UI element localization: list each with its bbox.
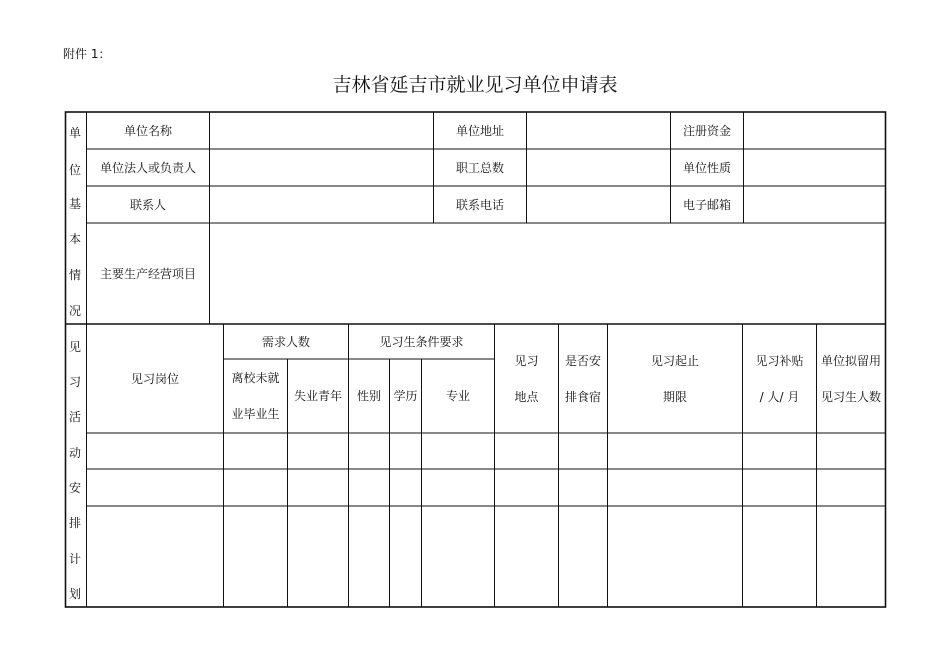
header-gender: 性别 bbox=[356, 389, 381, 403]
registered-capital-field[interactable] bbox=[744, 113, 885, 148]
unit-nature-field[interactable] bbox=[744, 150, 885, 185]
label-phone: 联系电话 bbox=[455, 197, 504, 212]
section-basic-char: 况 bbox=[68, 304, 81, 318]
header-post: 见习岗位 bbox=[130, 371, 179, 386]
header-subsidy-line2: / 人/ 月 bbox=[759, 389, 800, 404]
plan-row[interactable] bbox=[87, 470, 885, 505]
header-location-line2: 地点 bbox=[514, 389, 539, 404]
header-location-line1: 见习 bbox=[514, 353, 539, 368]
section-basic-char: 单 bbox=[68, 126, 81, 140]
header-subsidy-line1: 见习补贴 bbox=[755, 353, 804, 368]
header-retain-line1: 单位拟留用 bbox=[820, 353, 881, 368]
header-demand: 需求人数 bbox=[261, 334, 310, 349]
section-plan-char: 习 bbox=[68, 375, 81, 389]
label-main-business: 主要生产经营项目 bbox=[99, 266, 196, 281]
header-demand-graduates-line1: 离校未就 bbox=[231, 371, 280, 385]
section-plan-char: 活 bbox=[68, 410, 81, 424]
label-registered-capital: 注册资金 bbox=[682, 123, 731, 138]
header-retain bbox=[817, 324, 885, 433]
main-business-field[interactable] bbox=[210, 224, 885, 323]
header-retain-line2: 见习生人数 bbox=[820, 389, 881, 404]
contact-field[interactable] bbox=[210, 187, 433, 222]
label-unit-name: 单位名称 bbox=[123, 123, 172, 138]
section-basic-char: 位 bbox=[68, 163, 81, 177]
label-contact: 联系人 bbox=[129, 197, 166, 212]
section-basic-char: 情 bbox=[68, 268, 81, 282]
header-requirements: 见习生条件要求 bbox=[379, 334, 464, 349]
section-plan-char: 动 bbox=[68, 446, 81, 460]
label-email: 电子邮箱 bbox=[682, 197, 731, 212]
header-demand-graduates bbox=[224, 359, 287, 433]
unit-name-field[interactable] bbox=[210, 113, 433, 148]
section-plan-char: 计 bbox=[68, 552, 81, 566]
attachment-label: 附件 1： bbox=[63, 47, 111, 61]
legal-person-field[interactable] bbox=[210, 150, 433, 185]
header-period bbox=[608, 324, 742, 433]
header-period-line1: 见习起止 bbox=[650, 353, 699, 368]
section-basic-char: 基 bbox=[68, 197, 81, 211]
label-unit-address: 单位地址 bbox=[455, 123, 504, 138]
header-lodging bbox=[559, 324, 607, 433]
label-total-staff: 职工总数 bbox=[455, 160, 504, 175]
plan-row[interactable] bbox=[87, 434, 885, 468]
section-plan-char: 排 bbox=[68, 516, 81, 530]
section-basic-char: 本 bbox=[68, 232, 81, 246]
section-plan-char: 划 bbox=[68, 587, 81, 601]
header-subsidy bbox=[743, 324, 816, 433]
header-demand-unemployed: 失业青年 bbox=[293, 389, 342, 403]
label-legal-person: 单位法人或负责人 bbox=[99, 160, 196, 175]
total-staff-field[interactable] bbox=[527, 150, 670, 185]
header-location bbox=[495, 324, 558, 433]
header-period-line2: 期限 bbox=[662, 389, 687, 404]
label-unit-nature: 单位性质 bbox=[682, 160, 731, 175]
header-education: 学历 bbox=[393, 389, 418, 403]
phone-field[interactable] bbox=[527, 187, 670, 222]
email-field[interactable] bbox=[744, 187, 885, 222]
unit-address-field[interactable] bbox=[527, 113, 670, 148]
header-demand-graduates-line2: 业毕业生 bbox=[231, 407, 280, 421]
header-lodging-line2: 排食宿 bbox=[564, 389, 601, 404]
header-major: 专业 bbox=[445, 389, 470, 403]
section-plan-char: 安 bbox=[68, 481, 81, 495]
plan-row[interactable] bbox=[87, 507, 885, 606]
form-title: 吉林省延吉市就业见习单位申请表 bbox=[332, 74, 618, 96]
header-lodging-line1: 是否安 bbox=[564, 353, 601, 368]
section-plan-char: 见 bbox=[68, 340, 81, 354]
